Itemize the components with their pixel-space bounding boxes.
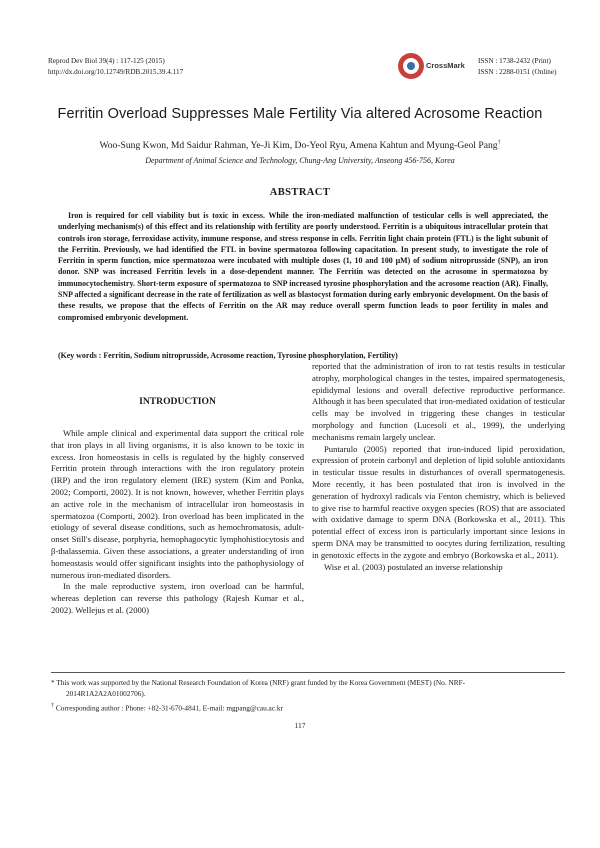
body-paragraph: While ample clinical and experimental data support the critical role that iron plays in all living organisms, it is also known to be toxic in excess. Iron homeostasis in cells is regulated by the highly conserved Ferritin protein through interactions with the iron regulatory protein (IRP) and the iron regulatory element (IRE) system (Kim and Ponka, 2002; Comporti, 2002). It is not known, however, whether Ferritin plays an active role in the mechanism of intracellular iron homeostasis in spermatozoa (Comporti, 2002). Iron overload has been implicated in the etiology of several disease conditions, such as hemochromatosis, adult-onset Still's disease, porphyria, hemophagocytic lymphohistiocytosis and β-thalassemia. Given these associations, a greater understanding of iron homeostasis would offer significant insights into the pathophysiology of numerous iron-mediated disorders. xyxy=(51,428,304,580)
corresponding-mark: † xyxy=(51,703,55,709)
funding-text: This work was supported by the National Research Foundation of Korea (NRF) grant funded by the Korea Government (MEST) (No. NRF- xyxy=(56,678,466,687)
funding-mark: * xyxy=(51,678,55,687)
affiliation: Department of Animal Science and Technology, Chung-Ang University, Anseong 456-756, Korea xyxy=(145,156,455,165)
doi-link[interactable]: http://dx.doi.org/10.12749/RDB.2015.39.4.117 xyxy=(48,68,184,76)
issn-block xyxy=(478,56,556,78)
crossmark-icon xyxy=(398,53,424,79)
article-title: Ferritin Overload Suppresses Male Fertility Via altered Acrosome Reaction xyxy=(57,106,543,122)
issn-online: ISSN : 2288-0151 (Online) xyxy=(478,68,557,76)
corresponding-author-mark: † xyxy=(497,140,501,146)
corresponding-text: Corresponding author : Phone: +82-31-670-4841, E-mail: mgpang@cau.ac.kr xyxy=(55,703,283,713)
footnote-divider xyxy=(51,672,565,673)
corresponding-footnote xyxy=(51,701,565,714)
abstract-heading: ABSTRACT xyxy=(269,187,331,198)
funding-footnote-continued: 2014R1A2A2A01002706). xyxy=(66,689,146,698)
journal-citation: Reprod Dev Biol 39(4) : 117-125 (2015) xyxy=(48,57,165,65)
funding-footnote xyxy=(51,678,565,689)
author-names: Woo-Sung Kwon, Md Saidur Rahman, Ye-Ji Kim, Do-Yeol Ryu, Amena Kahtun and Myung-Geol Pang xyxy=(99,140,498,152)
body-paragraph: In the male reproductive system, iron overload can be harmful, whereas depletion can reverse this pathology (Rajesh Kumar et al., 2002). Wellejus et al. (2000) xyxy=(51,581,304,615)
body-paragraph: Puntarulo (2005) reported that iron-induced lipid peroxidation, expression of protein carbonyl and depletion of lipid soluble antioxidants in testicular tissue results in disturbances of overall spermatogenesis. More recently, it has been postulated that iron is involved in the generation of hydroxyl radicals via Fenton chemistry, which is believed to give rise to harmful reactive oxygen species (ROS) that are associated with oxidative damage to sperm DNA (Borkowska et al., 2011). This potential effect of excess iron is particularly important since lesions in sperm DNA may be transmitted to oocytes during fertilization, resulting in genotoxic effects in the zygote and embryo (Borkowska et al., 2011). xyxy=(312,443,565,560)
crossmark-label: CrossMark xyxy=(426,61,465,70)
issn-print: ISSN : 1738-2432 (Print) xyxy=(478,57,551,65)
body-paragraph: Wise et al. (2003) postulated an inverse relationship xyxy=(324,561,503,572)
introduction-heading: INTRODUCTION xyxy=(139,396,216,407)
body-paragraph: reported that the administration of iron to rat testis results in testicular atrophy, morphological changes in the testes, impaired spermatogenesis, epididymal lesions and overall defective reproductive performance. Although it has been speculated that iron-mediated oxidation of testicular cells may be involved in triggering these changes in testicular morphology and function (Lucesoli et al., 1999), the underlying mechanisms remain largely unclear. xyxy=(312,361,565,442)
author-list xyxy=(0,140,600,151)
abstract-text: Iron is required for cell viability but is toxic in excess. While the iron-mediated malfunction of testicular cells is well appreciated, the underlying mechanism(s) of this effect and its relationship with fertility are poorly understood. Ferritin is a ubiquitous intracellular protein that controls iron storage, ferroxidase activity, immune response, and stress response in cells. Ferritin light chain protein (FTL) is the light subunit of the Ferritin. Previously, we had identified the FTL in bovine spermatozoa following capacitation. In present study, to investigate the role of Ferritin in sperm function, mice spermatozoa were incubated with multiple doses (1, 10 and 100 µM) of sodium nitroprusside (SNP), an iron donor. SNP was increased Ferritin levels in a dose-dependent manner. The Ferritin was detected on the acrosome in spermatozoa by immunocytochemistry. Short-term exposure of spermatozoa to SNP increased tyrosine phosphorylation and the acrosome reaction (AR). Finally, SNP affected a significant decrease in the rate of fertilization as well as blastocyst formation during early embryonic development. On the basis of these results, we propose that the effects of Ferritin on the AR may reduce overall sperm function leads to poor fertility in males and compromised embryonic development. xyxy=(58,211,548,322)
page-number: 117 xyxy=(294,721,306,730)
crossmark-badge[interactable] xyxy=(398,52,468,80)
left-column xyxy=(51,428,304,617)
keywords: (Key words : Ferritin, Sodium nitroprusside, Acrosome reaction, Tyrosine phosphorylation, Fertility) xyxy=(58,351,398,360)
right-column xyxy=(312,361,565,573)
journal-header xyxy=(48,56,183,78)
